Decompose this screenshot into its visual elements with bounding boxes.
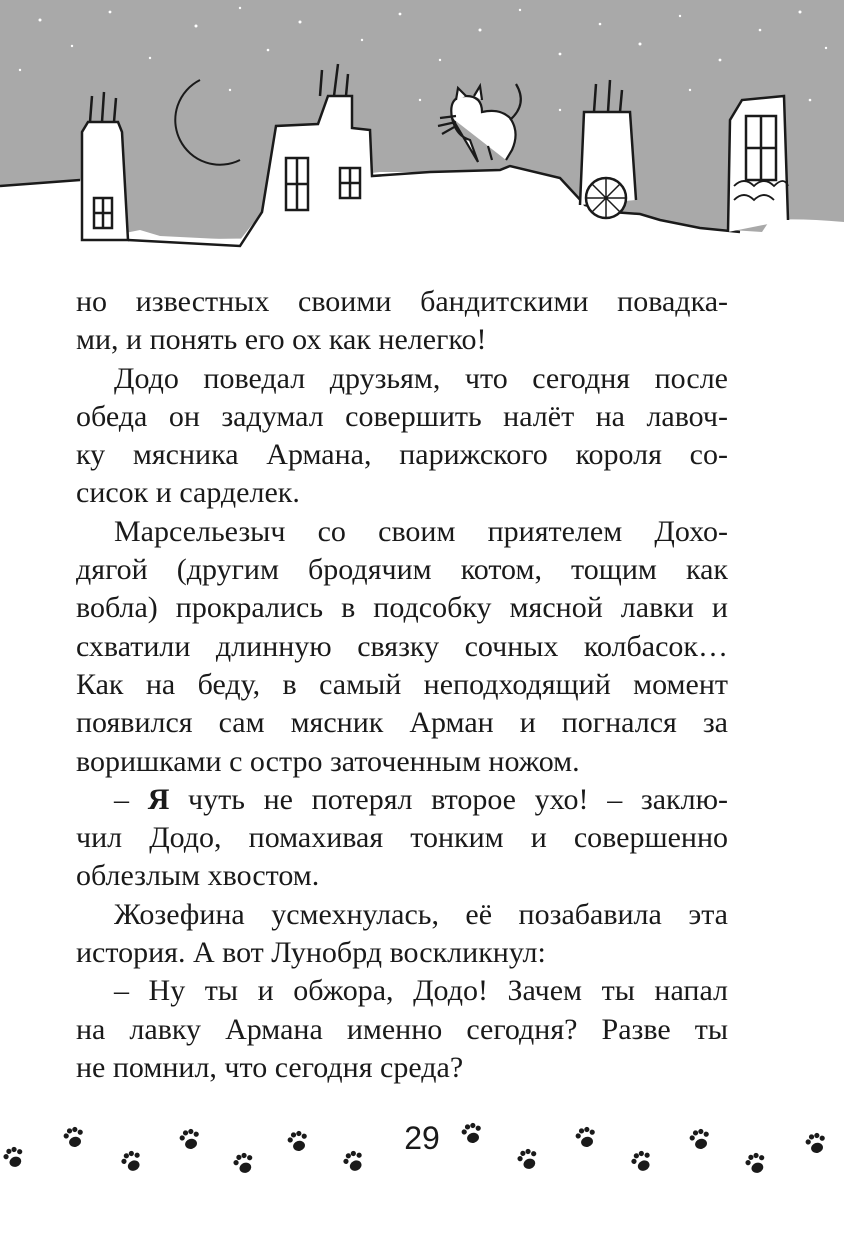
text-line: – Ну ты и обжора, Додо! Зачем ты напал xyxy=(114,974,728,1008)
text-line: Жозефина усмехнулась, её позабавила эта xyxy=(114,897,728,931)
text-line: не помнил, что сегодня среда? xyxy=(76,1050,464,1084)
bold-word: Я xyxy=(147,782,170,816)
text-line: – Я чуть не потерял второе ухо! – заклю- xyxy=(114,782,728,816)
text-line: схватили длинную связку сочных колбасок… xyxy=(76,629,728,663)
text-line: Марсельезыч со своим приятелем Дохо- xyxy=(114,514,728,548)
text-line: чил Додо, помахивая тонким и совершенно xyxy=(76,821,728,855)
text-line: дягой (другим бродячим котом, тощим как xyxy=(76,553,728,587)
right-tower xyxy=(728,96,788,232)
text-line: воришками с остро заточенным ножом. xyxy=(76,744,580,778)
text-line: на лавку Армана именно сегодня? Разве ты xyxy=(76,1012,728,1046)
text-line: но известных своими бандитскими повадка- xyxy=(76,285,728,318)
text-line: Как на беду, в самый неподходящий момент xyxy=(76,667,728,701)
text-line: вобла) прокрались в подсобку мясной лавки и xyxy=(76,591,728,625)
text-line: облезлым хвостом. xyxy=(76,859,320,893)
text-line: Додо поведал друзьям, что сегодня после xyxy=(114,361,728,395)
text-line: обеда он задумал совершить налёт на лавоч- xyxy=(76,399,728,433)
text-line: история. А вот Лунобрд воскликнул: xyxy=(76,936,546,970)
window-icon xyxy=(586,178,626,218)
page-number: 29 xyxy=(404,1120,440,1156)
rooftop-illustration xyxy=(0,0,844,260)
text-line: ку мясника Армана, парижского короля со- xyxy=(76,438,728,472)
text-line: ми, и понять его ох как нелегко! xyxy=(76,323,487,357)
body-text xyxy=(76,283,728,1087)
text-line: появился сам мясник Арман и погнался за xyxy=(76,706,728,740)
text-line: сисок и сарделек. xyxy=(76,476,300,510)
